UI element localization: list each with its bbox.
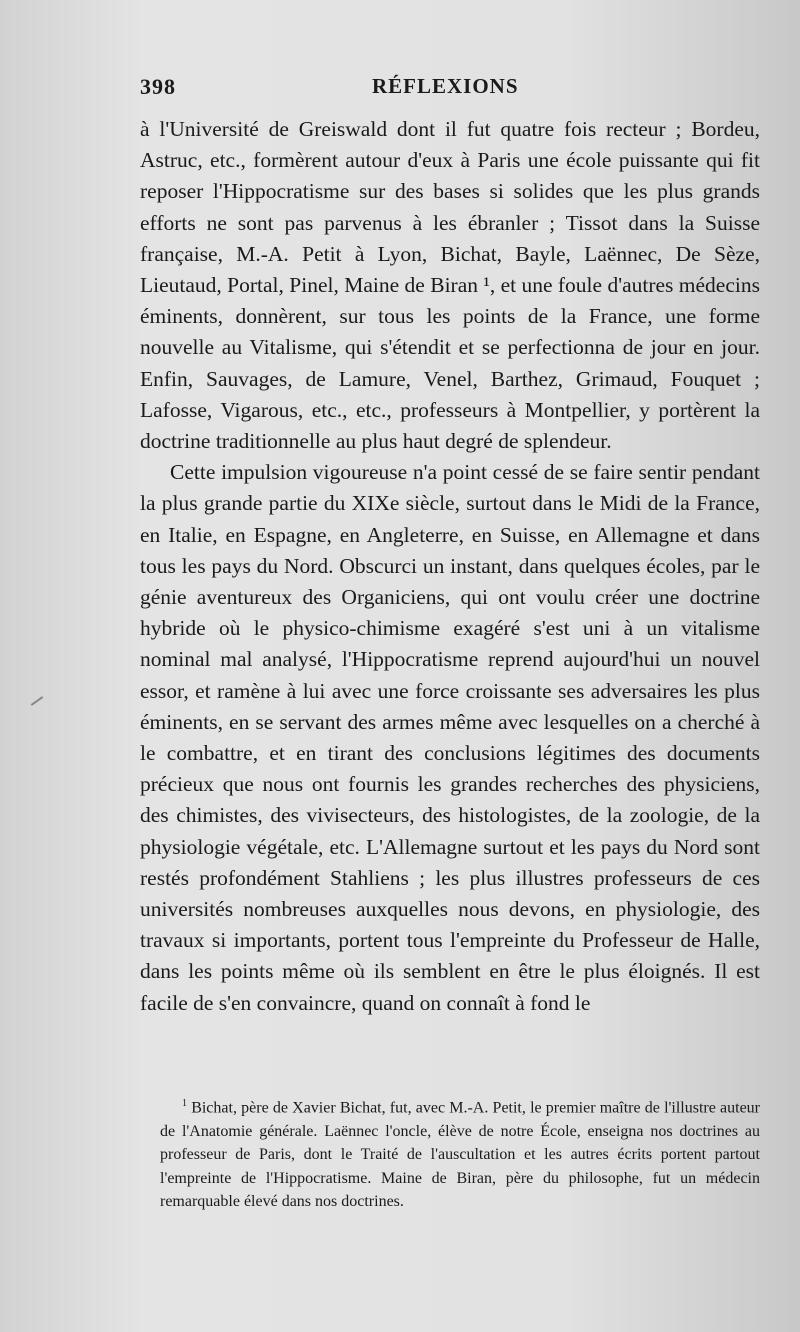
- running-title: RÉFLEXIONS: [372, 74, 519, 98]
- footnote-marker: 1: [182, 1098, 187, 1109]
- main-text: [140, 114, 760, 1019]
- footnote: [160, 1092, 760, 1214]
- footnote-text: Bichat, père de Xavier Bichat, fut, avec M.-A. Petit, le premier maître de l'illustre auteur de l'Anatomie générale. Laënnec l'oncle, élève de notre École, enseigna nos doctrines au professeur de Paris, dont le Traité de l'auscultation et les autres écrits portent partout l'empreinte de l'Hippocratisme. Maine de Biran, père du philosophe, fut un médecin remarquable élevé dans nos doctrines.: [160, 1099, 760, 1211]
- paragraph-1: à l'Université de Greiswald dont il fut quatre fois recteur ; Bordeu, Astruc, etc., formèrent autour d'eux à Paris une école puissante qui fit reposer l'Hippocratisme sur des bases si solides que les plus grands efforts ne sont pas parvenus à les ébranler ; Tissot dans la Suisse française, M.-A. Petit à Lyon, Bichat, Bayle, Laënnec, De Sèze, Lieutaud, Portal, Pinel, Maine de Biran ¹, et une foule d'autres médecins éminents, donnèrent, sur tous les points de la France, une forme nouvelle au Vitalisme, qui s'étendit et se perfectionna de jour en jour. Enfin, Sauvages, de Lamure, Venel, Barthez, Grimaud, Fouquet ; Lafosse, Vigarous, etc., etc., professeurs à Montpellier, y portèrent la doctrine traditionnelle au plus haut degré de splendeur.: [140, 117, 760, 454]
- page-header: [140, 74, 760, 104]
- margin-mark: [31, 696, 44, 706]
- page-number: 398: [140, 74, 176, 99]
- paragraph-2: Cette impulsion vigoureuse n'a point cessé de se faire sentir pendant la plus grande partie du XIXe siècle, surtout dans le Midi de la France, en Italie, en Espagne, en Angleterre, en Suisse, en Allemagne et dans tous les pays du Nord. Obscurci un instant, dans quelques écoles, par le génie aventureux des Organiciens, qui ont voulu créer une doctrine hybride où le physico-chimisme exagéré s'est uni à un vitalisme nominal mal analysé, l'Hippocratisme reprend aujourd'hui un nouvel essor, et ramène à lui avec une force croissante ses adversaires les plus éminents, en se servant des armes même avec lesquelles on a cherché à le combattre, et en tirant des conclusions légitimes des documents précieux que nous ont fournis les grandes recherches des physiciens, des chimistes, des vivisecteurs, des histologistes, de la zoologie, de la physiologie végétale, etc. L'Allemagne surtout et les pays du Nord sont restés profondément Stahliens ; les plus illustres professeurs de ces universités nombreuses auxquelles nous devons, en physiologie, des travaux si importants, portent tous l'empreinte du Professeur de Halle, dans les points même où ils semblent en être le plus éloignés. Il est facile de s'en convaincre, quand on connaît à fond le: [140, 460, 760, 1015]
